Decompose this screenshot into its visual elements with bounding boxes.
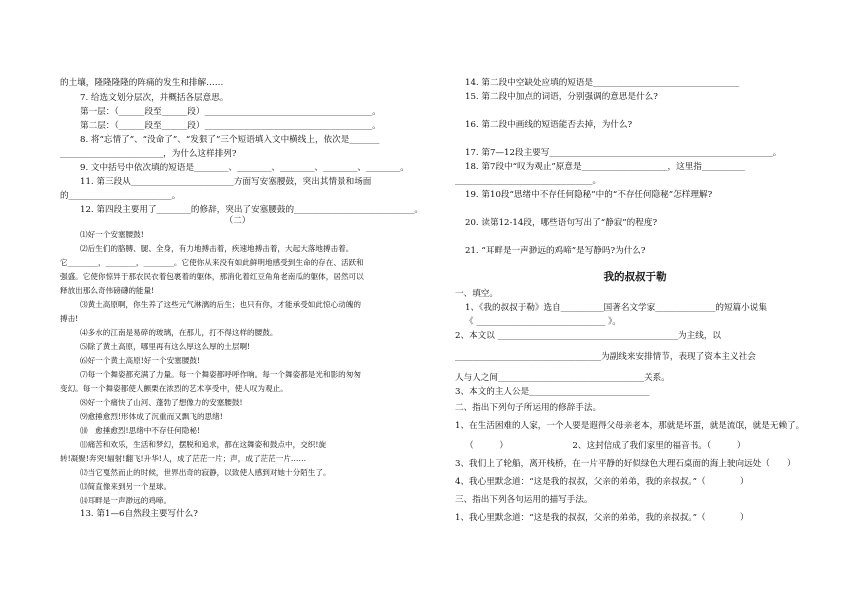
right-text-line: 二、指出下列句子所运用的修辞手法。 (455, 403, 602, 413)
right-text-line: 3、我们上了轮船，离开栈桥，在一片平静的好似绿色大理石桌面的海上驶向远处（ ） (455, 459, 796, 469)
right-text-line: 1、在生活困难的人家，一个人要是遐得父母亲老本，那就是坏蛋，就是流氓，就是无赖了。 (455, 421, 805, 431)
left-text-line: 第一层：（______段至______段）_______________________________________。 (80, 107, 381, 117)
left-text-line: 转!凝聚!奔突!辐射!翻飞!升华!人，成了茫茫一片；声，成了茫茫一片…… (60, 454, 307, 463)
right-text-line: 15. 第二段中加点的词语，分别强调的意思是什么? (465, 92, 658, 102)
left-text-line: ⑴好一个安塞腰鼓! (80, 230, 144, 239)
left-text-line: 11. 第三段从________________________方面写安塞腰鼓，突出其情景和场面 (80, 177, 372, 187)
right-text-line: 17. 第7—12段主要写____________________________________________________。 (465, 148, 782, 158)
left-text-line: （二） (224, 216, 251, 226)
left-text-line: 变幻。每一个舞姿都使人颤栗在浓烈的艺术享受中，使人叹为观止。 (60, 384, 288, 393)
left-text-line: 释放出那么奇伟磅礴的能量! (60, 286, 155, 295)
right-text-line: 16. 第二段中画线的短语能否去掉，为什么? (465, 120, 633, 130)
left-text-line: 它________，________，________。它使你从来没有如此鲜明地感受到生命的存在、活跃和 (60, 258, 364, 267)
left-text-line: ⑽ 愈捶愈烈!思绪中不存任何隐秘! (80, 426, 201, 435)
left-text-line: 搏击! (60, 314, 79, 323)
left-text-line: 的________________________。 (60, 191, 181, 201)
right-text-line: 《 ______________________________ 》。 (465, 317, 621, 327)
right-text-line: 4、我心里默念道：“这是我的叔叔，父亲的弟弟，我的亲叔叔。”（ ） (455, 477, 749, 487)
left-text-line: 12. 第四段主要用了________的修辞，突出了安塞腰鼓的____________________________。 (80, 205, 423, 215)
left-text-line: ⑻好一个痛快了山河、蓬勃了想像力的安塞腰鼓! (80, 398, 243, 407)
left-text-line: ________________________，为什么这样排列? (60, 149, 237, 159)
right-text-line: __________________________________为副线来安排情节，表现了资本主义社会 (455, 352, 756, 362)
left-text-line: ⒁耳畔是一声渺远的鸡啼。 (80, 496, 172, 505)
left-text-line: 强盛。它使你惊异于那农民衣着包裹着的躯体，那消化着红豆角角老南瓜的躯体，居然可以 (60, 272, 364, 281)
left-text-line: 的土壤，隆隆隆隆的阵痛的发生和排解…… (60, 78, 224, 88)
right-text-line: 18. 第7段中“叹为观止”原意是____________________，这里指__________ (465, 162, 745, 172)
left-text-line: ⑾痛苦和欢乐，生活和梦幻，摆脱和追求，都在这舞姿和鼓点中，交织!旋 (80, 440, 327, 449)
right-text-line: 21. “耳畔是一声渺远的鸡啼”是写静吗?为什么? (465, 246, 646, 256)
left-text-line: 7. 给选文划分层次，并概括各层意思。 (80, 93, 229, 103)
right-text-line: （ ） 2、这封信成了我们家里的福音书。（ ） (465, 441, 746, 451)
right-text-line: 19. 第10段“思绪中不存任何隐秘”中的“不存任何隐秘”怎样理解? (465, 190, 713, 200)
left-text-line: ⑸除了黄土高原，哪里再有这么厚这么厚的土层啊! (80, 342, 251, 351)
left-text-line: ⑵后生们的胳膊、腿、全身，有力地搏击着，疾速地搏击着，大起大落地搏击着。 (80, 244, 354, 253)
right-text-line: 我的叔叔于勒 (603, 271, 667, 283)
left-text-line: ⑿当它戛然而止的时候，世界出奇的寂静，以致使人感到对她十分陌生了。 (80, 468, 331, 477)
right-text-line: 3、本文的主人公是____________________________ (455, 387, 650, 397)
right-text-line: 人与人之间__________________________________关系。 (455, 373, 670, 383)
left-text-line: 13. 第1—6自然段主要写什么? (80, 509, 198, 519)
left-text-line: ⑼愈捶愈烈!形体成了沉重而又飘飞的思绪! (80, 412, 223, 421)
left-text-line: 9. 文中括号中依次填的短语是________、________、________、________、________。 (80, 163, 409, 173)
right-text-line: 1、《我的叔叔于勒》选自__________国著名文学家______________的短篇小说集 (465, 303, 767, 313)
left-text-line: ⑶黄土高原啊，你生养了这些元气淋漓的后生；也只有你，才能承受如此惊心动魄的 (80, 300, 361, 309)
right-text-line: 1、我心里默念道：“这是我的叔叔，父亲的弟弟，我的亲叔叔。”（ ） (455, 513, 749, 523)
left-text-line: 8. 将“忘情了”、“没命了”、“发狠了”三个短语填入文中横线上，依次是_______ (80, 135, 380, 145)
left-text-line: ⑹好一个黄土高原!好一个安塞腰鼓! (80, 356, 201, 365)
left-text-line: ⒀简直像来到另一个星球。 (80, 482, 172, 491)
right-text-line: 2、本文以 __________________________________________为主线，以 (455, 331, 722, 341)
right-text-line: 20. 读第12-14段，哪些语句写出了“静寂”的程度? (465, 218, 658, 228)
right-text-line: 三、指出下列各句运用的描写手法。 (455, 495, 593, 505)
right-text-line: 14. 第二段中空缺处应填的短语是__________________________________ (465, 78, 740, 88)
left-text-line: ⑷多水的江南是易碎的玻璃，在那儿，打不得这样的腰鼓。 (80, 328, 278, 337)
right-text-line: ________________________________。 (455, 176, 602, 186)
left-text-line: ⑺每一个舞姿都充满了力量。每一个舞姿都呼呼作响。每一个舞姿都是光和影的匆匆 (80, 370, 361, 379)
right-text-line: 一、填空。 (455, 289, 498, 299)
left-text-line: 第二层：（______段至______段）_______________________________________。 (80, 121, 381, 131)
